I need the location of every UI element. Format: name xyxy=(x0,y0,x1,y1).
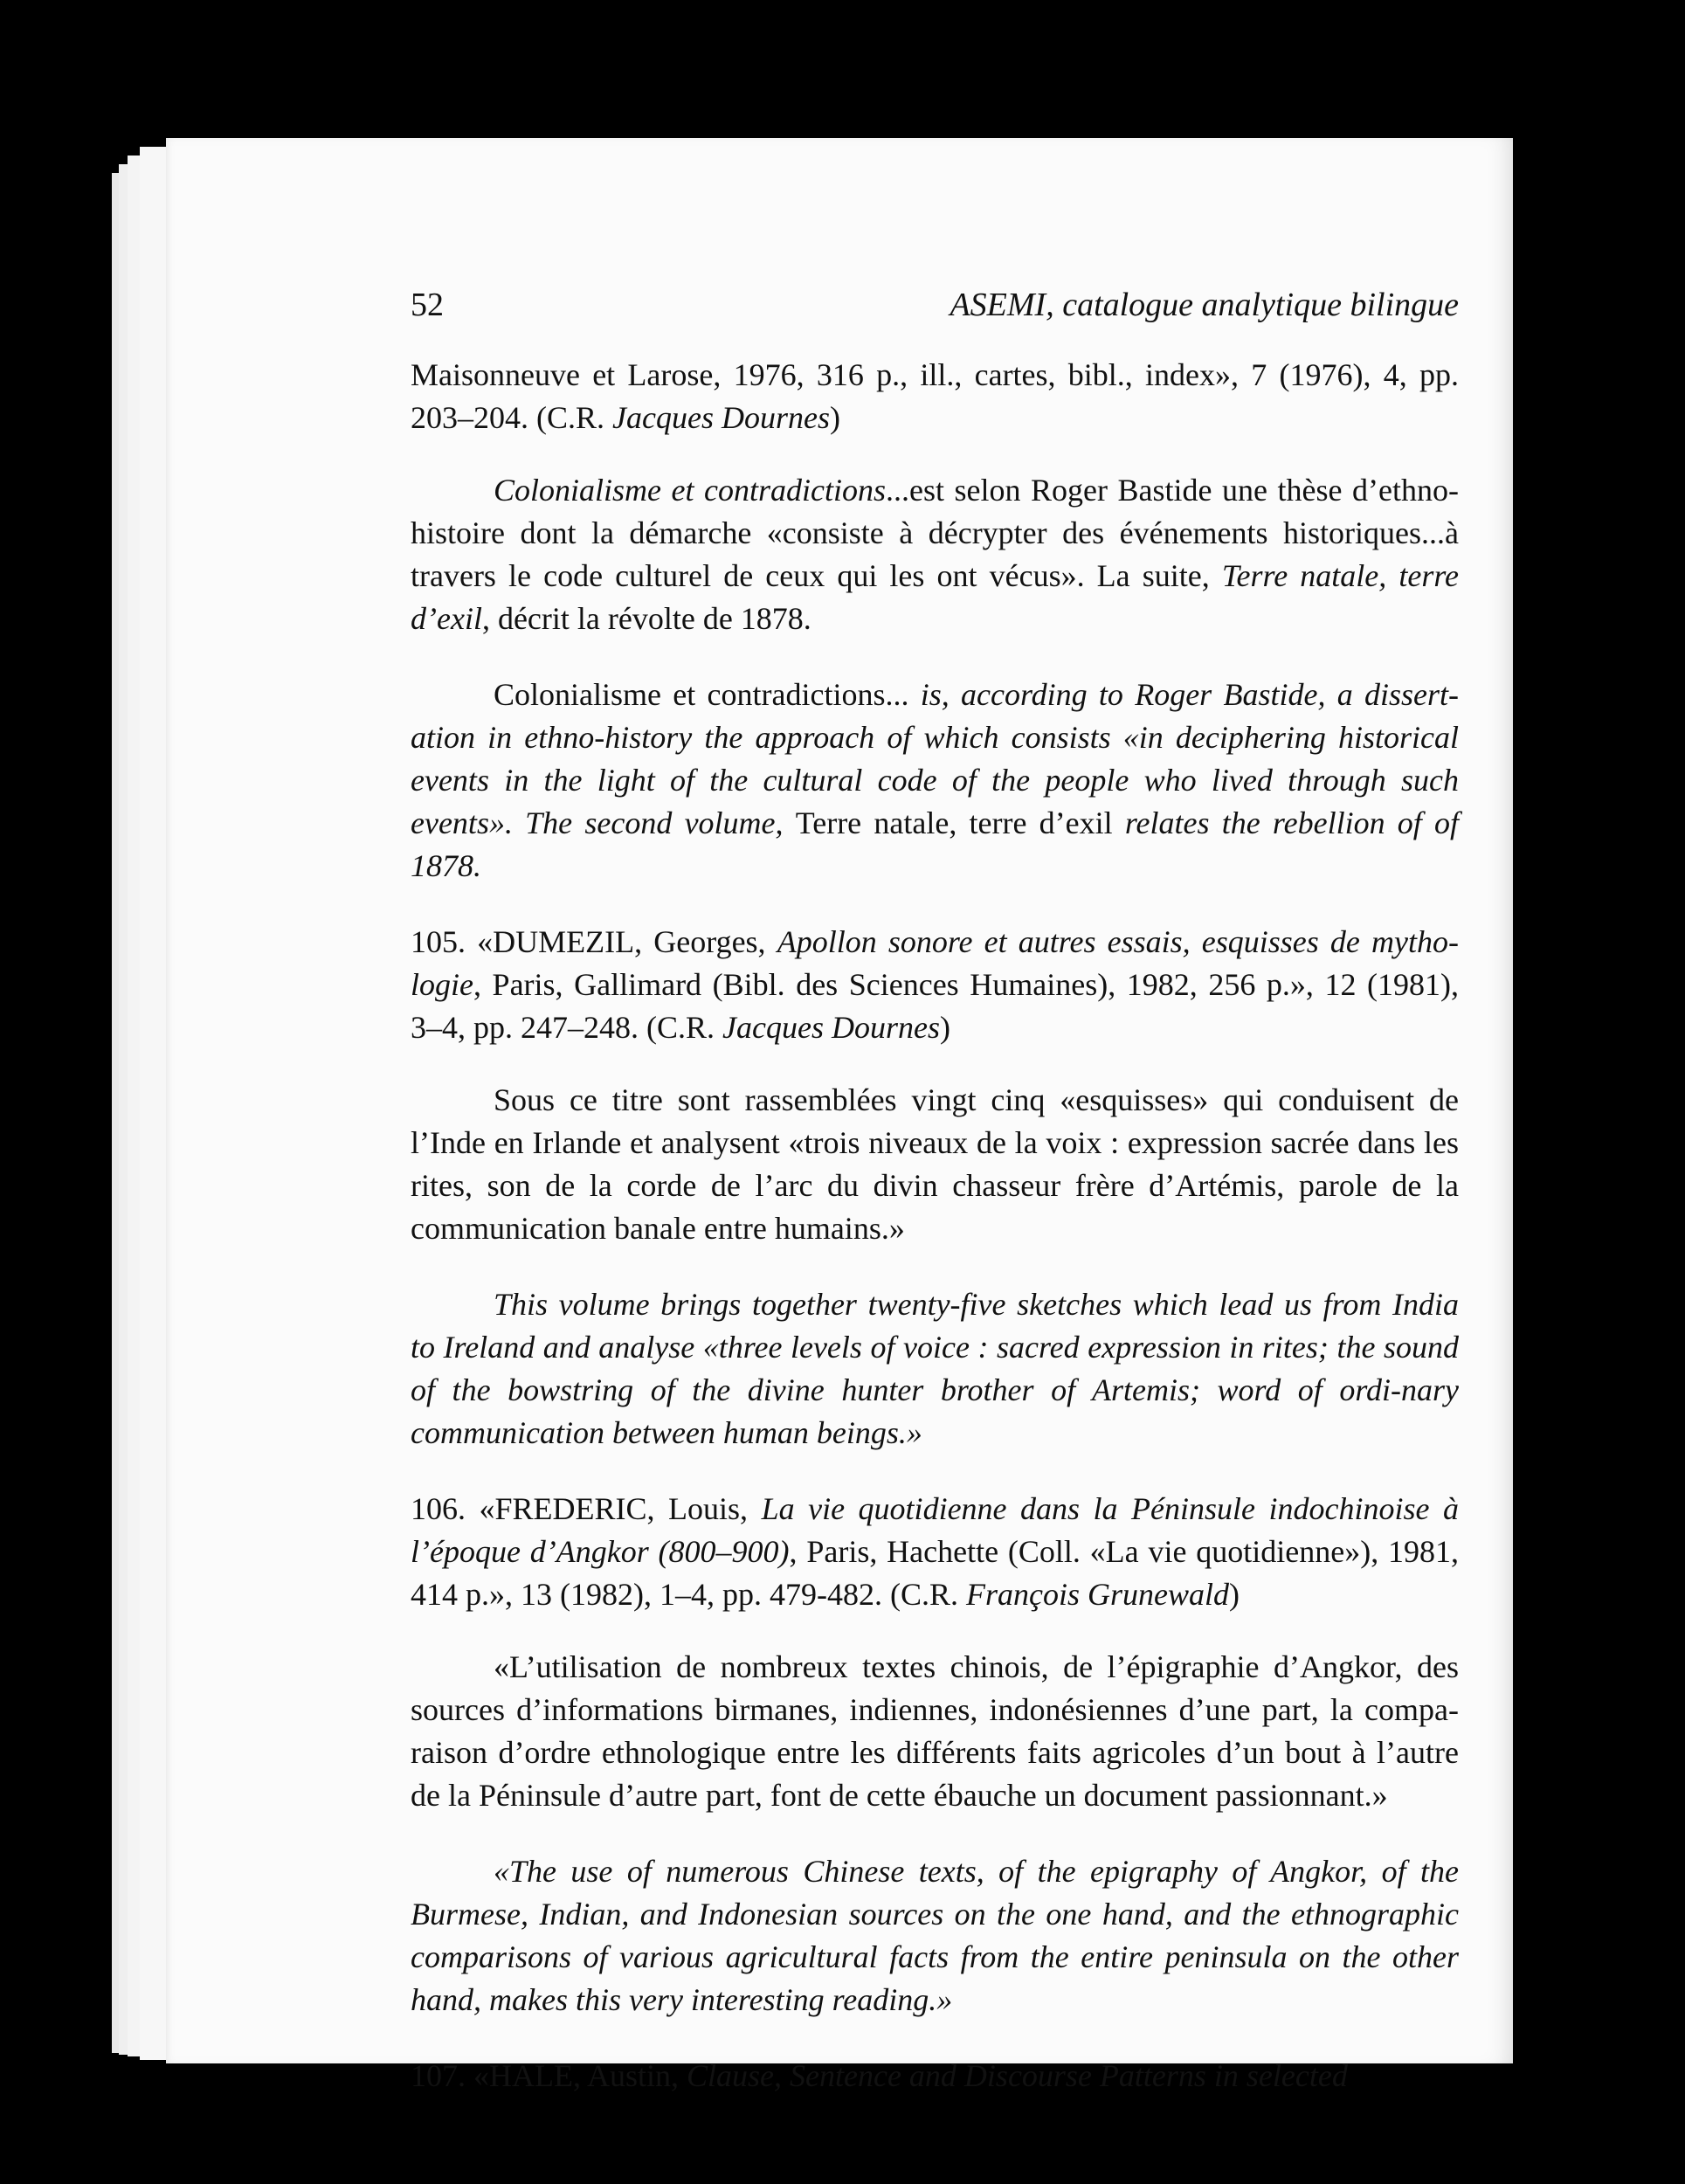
page-number: 52 xyxy=(411,287,444,323)
french-summary xyxy=(411,469,1459,640)
english-summary xyxy=(411,674,1459,888)
english-summary xyxy=(411,1850,1459,2022)
english-summary xyxy=(411,1283,1459,1455)
text-segment: , Paris, Gallimard (Bibl. des Sciences Humaines), 1982, 256 p.», 12 (1981), 3–4, pp. 247–248. (C.R. xyxy=(411,967,1459,1045)
catalogue-entry xyxy=(411,354,1459,439)
text-segment: François Grunewald xyxy=(965,1577,1229,1612)
text-segment: Colonialisme et contradictions... xyxy=(494,677,921,712)
catalogue-entry xyxy=(411,2055,1459,2098)
text-segment: ) xyxy=(1228,1577,1240,1612)
text-segment: ) xyxy=(939,1010,950,1045)
text-segment: 106. «FREDERIC, Louis, xyxy=(411,1491,762,1526)
text-segment: Clause, Sentence and Discourse Patterns in selected xyxy=(687,2058,1348,2093)
text-segment: , décrit la révolte de 1878. xyxy=(481,601,811,636)
text-segment: Terre natale, terre d’exil xyxy=(795,805,1125,840)
text-segment: 107. «HALE, Austin, xyxy=(411,2058,687,2093)
text-segment: is, according to Roger Bastide, a dissert-ation in ethno-history the approach of which consists «in deciphering historical events in the light of the cultural code of the people who lived through such events». The second volume, xyxy=(411,677,1459,840)
text-segment: Maisonneuve et Larose, 1976, 316 p., ill., cartes, bibl., index», 7 (1976), 4, pp. 203–204. (C.R. xyxy=(411,357,1459,435)
text-segment: relates the rebellion of of 1878. xyxy=(411,805,1460,883)
text-segment: Apollon sonore et autres essais, esquisses de mytho-logie xyxy=(411,924,1459,1002)
page-text xyxy=(411,284,1459,2127)
text-segment: Colonialisme et contradictions xyxy=(494,473,887,508)
text-segment: ...est selon Roger Bastide une thèse d’ethno-histoire dont la démarche «consiste à décrypter des événements historiques...à travers le code culturel de ceux qui les ont vécus». La suite, xyxy=(411,473,1459,593)
text-segment: Jacques Dournes xyxy=(612,400,830,435)
french-summary xyxy=(411,1646,1459,1817)
catalogue-entry xyxy=(411,1488,1459,1616)
text-segment: «The use of numerous Chinese texts, of the epigraphy of Angkor, of the Burmese, Indian, and Indonesian sources on the one hand, and the ethnographic comparisons of various agricultural facts from the entire peninsula on the other hand, makes this very interesting reading.» xyxy=(411,1854,1459,2017)
text-segment: Sous ce titre sont rassemblées vingt cinq «esquisses» qui conduisent de l’Inde en Irlande et analysent «trois niveaux de la voix : expression sacrée dans les rites, son de la corde de l’arc du divin chasseur frère d’Artémis, parole de la communication banale entre humains.» xyxy=(411,1082,1459,1246)
text-segment: ) xyxy=(829,400,840,435)
catalogue-body xyxy=(411,354,1459,2098)
running-title: ASEMI, catalogue analytique bilingue xyxy=(950,287,1459,323)
page-header xyxy=(411,284,1459,331)
text-segment: La vie quotidienne dans la Péninsule indochinoise à l’époque d’Angkor (800–900) xyxy=(411,1491,1460,1569)
text-segment: This volume brings together twenty-five sketches which lead us from India to Ireland and analyse «three levels of voice : sacred expression in rites; the sound of the bowstring of the divine hunter brother of Artemis; word of ordi-nary communication between human beings.» xyxy=(411,1287,1459,1450)
text-segment: , Paris, Hachette (Coll. «La vie quotidienne»), 1981, 414 p.», 13 (1982), 1–4, pp. 479-482. (C.R. xyxy=(411,1534,1459,1612)
french-summary xyxy=(411,1079,1459,1250)
text-segment: Jacques Dournes xyxy=(722,1010,940,1045)
text-segment: 105. «DUMEZIL, Georges, xyxy=(411,924,777,959)
text-segment: «L’utilisation de nombreux textes chinois, de l’épigraphie d’Angkor, des sources d’informations birmanes, indiennes, indonésiennes d’une part, la compa-raison d’ordre ethnologique entre les différents faits agricoles d’un bout à l’autre de la Péninsule d’autre part, font de cette ébauche un document passionnant.» xyxy=(411,1649,1459,1813)
catalogue-entry xyxy=(411,921,1459,1049)
text-segment: Terre natale, terre d’exil xyxy=(411,558,1459,636)
